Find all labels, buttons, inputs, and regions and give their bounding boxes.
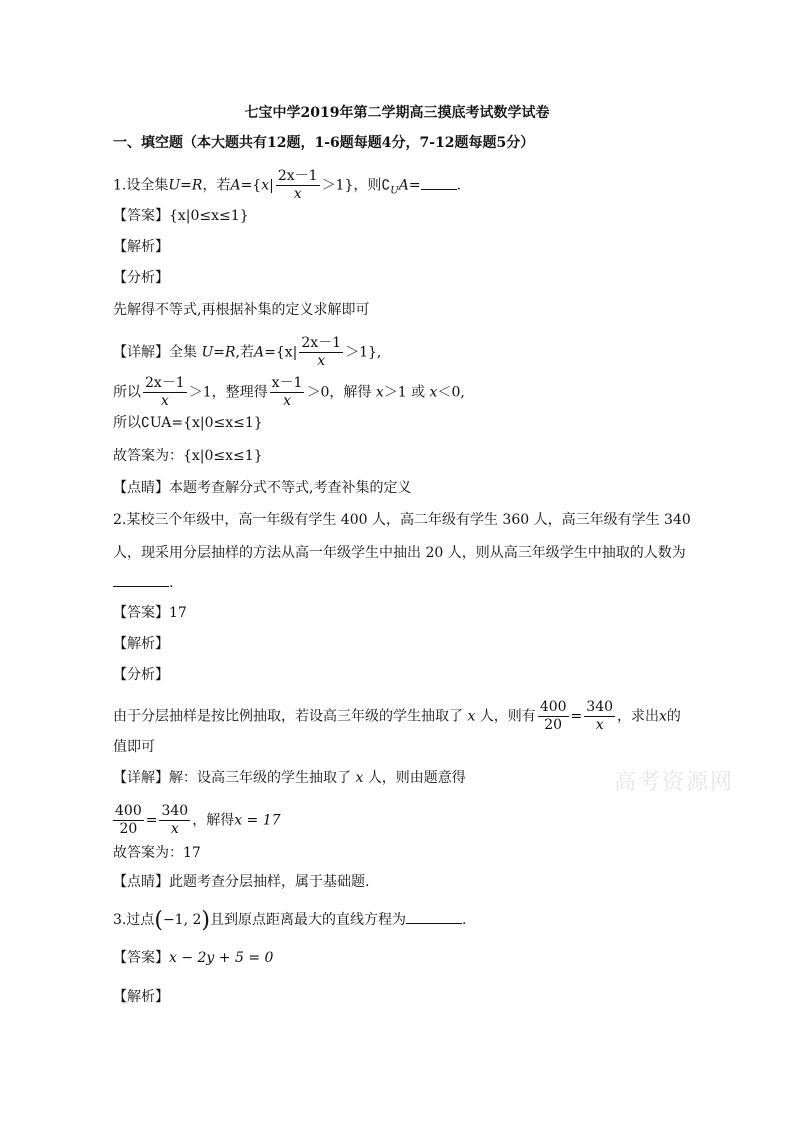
answer-blank <box>113 574 169 587</box>
detail-line-2: 所以 $\frac{2x-1}{x}$ ＞1，整理得 $\frac{x-1}{x}$ ＞0，解得 x＞1 或 x＜0, <box>113 375 465 409</box>
answer-line: 【答案】x − 2y + 5 = 0 <box>113 950 274 966</box>
comment-line: 【点睛】此题考查分层抽样，属于基础题. <box>113 874 370 890</box>
analysis-label: 【解析】 <box>113 989 169 1005</box>
detail-line-2: $\frac{400}{20}$ = $\frac{340}{x}$ ，解得x = 17 <box>115 803 281 837</box>
fraction: $\frac{2x-1}{x}$ <box>277 168 318 202</box>
fenxi-text: 先解得不等式,再根据补集的定义求解即可 <box>113 302 370 318</box>
question-2-line-2: 人，现采用分层抽样的方法从高一年级学生中抽出 20 人，则从高三年级学生中抽取的人数为 <box>113 545 686 561</box>
answer-line: 【答案】17 <box>113 605 187 621</box>
detail-line-1: 【详解】全集 U=R,若A={x| $\frac{2x-1}{x}$ ＞1}, <box>113 335 382 369</box>
fraction: $\frac{x-1}{x}$ <box>271 375 303 409</box>
question-3: 3.过点(−1, 2)且到原点距离最大的直线方程为 . <box>113 908 467 933</box>
fenxi-label: 【分析】 <box>113 270 169 286</box>
fenxi-line-2: 值即可 <box>113 739 155 755</box>
question-2-line-1: 2.某校三个年级中，高一年级有学生 400 人，高二年级有学生 360 人，高三年级有学生 340 <box>113 512 691 528</box>
fraction: $\frac{2x-1}{x}$ <box>145 375 185 409</box>
comment-line: 【点睛】本题考查解分式不等式,考查补集的定义 <box>113 480 412 496</box>
analysis-label: 【解析】 <box>113 239 169 255</box>
page-title: 七宝中学2019年第二学期高三摸底考试数学试卷 <box>244 105 550 121</box>
fraction: $\frac{400}{20}$ <box>115 803 142 837</box>
detail-line-3: 所以∁UA={x|0≤x≤1} <box>113 415 263 431</box>
answer-line: 【答案】{x|0≤x≤1} <box>113 208 249 224</box>
fenxi-line-1: 由于分层抽样是按比例抽取，若设高三年级的学生抽取了 x 人，则有 $\frac{400}{20}$ = $\frac{340}{x}$ ，求出x的 <box>113 699 681 733</box>
analysis-label: 【解析】 <box>113 636 169 652</box>
result-line: 故答案为：17 <box>113 845 201 861</box>
fraction: $\frac{340}{x}$ <box>586 699 614 733</box>
answer-blank <box>406 911 462 924</box>
watermark: 高考资源网 <box>614 770 735 795</box>
result-line: 故答案为：{x|0≤x≤1} <box>113 448 263 464</box>
question-2-line-3: . <box>113 573 173 593</box>
detail-line-1: 【详解】解：设高三年级的学生抽取了 x 人，则由题意得 <box>113 770 466 786</box>
fraction: $\frac{400}{20}$ <box>539 699 567 733</box>
section-heading: 一、填空题（本大题共有12题，1-6题每题4分，7-12题每题5分） <box>113 135 535 151</box>
question-1: 1.设全集U=R，若A={x| $\frac{2x-1}{x}$ ＞1}，则$∁_UA=$ . <box>113 168 462 202</box>
fraction: $\frac{340}{x}$ <box>161 803 189 837</box>
answer-blank <box>421 177 457 190</box>
fraction: $\frac{2x-1}{x}$ <box>301 335 342 369</box>
fenxi-label: 【分析】 <box>113 667 169 683</box>
